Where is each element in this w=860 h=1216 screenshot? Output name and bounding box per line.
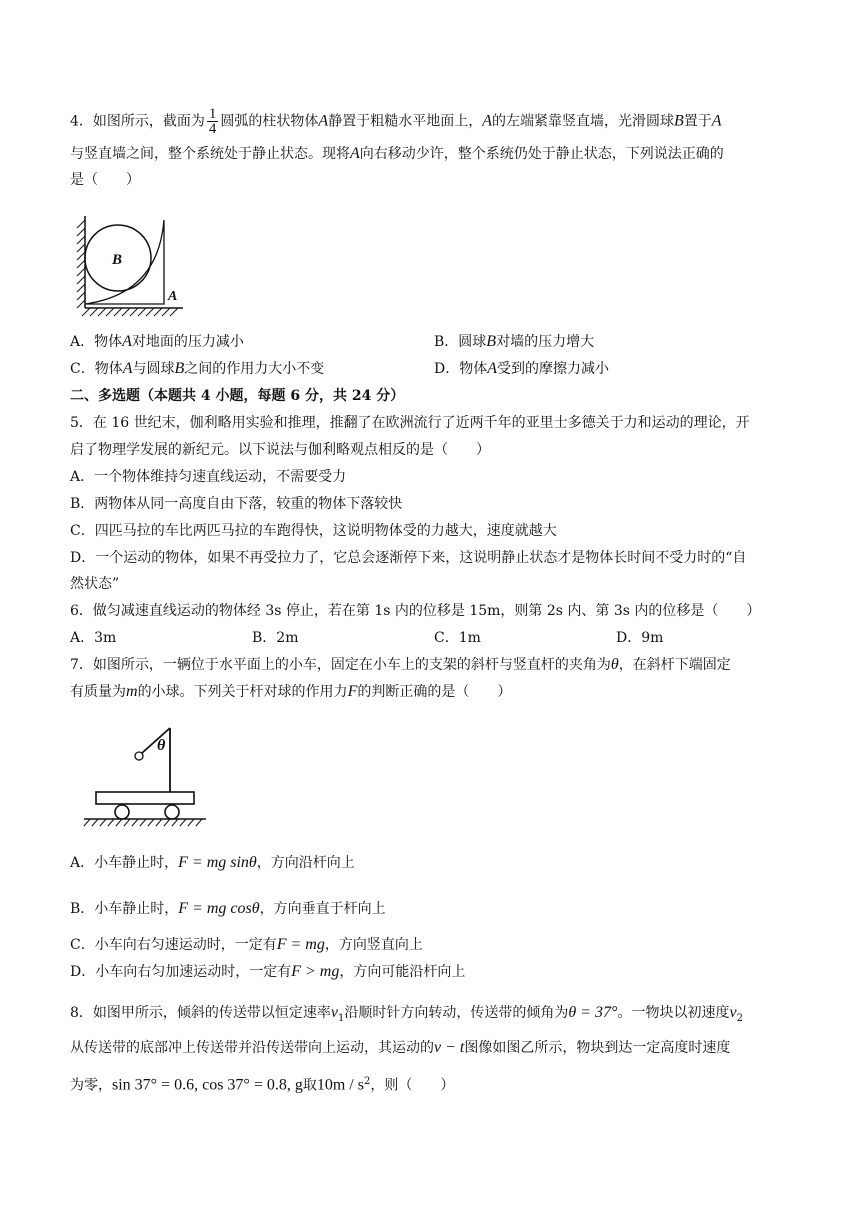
q5-line1: 5．在 16 世纪末，伽利略用实验和推理，推翻了在欧洲流行了近两千年的亚里士多德关于力和运动的理论，开 [70,415,750,431]
q7-option-a [70,853,355,873]
q4-text: C．物体 [70,361,123,377]
q7-text: C．小车向右匀速运动时，一定有 [70,937,277,953]
q4-text: 的左端紧靠竖直墙，光滑圆球 [491,113,674,130]
q5-option-a: A．一个物体维持匀速直线运动，不需要受力 [70,469,347,485]
q7-text: ，在斜杆下端固定 [618,657,731,673]
q4-figure [68,212,188,318]
q6-option-d: D．9m [616,630,664,646]
q4-text: 之间的作用力大小不变 [184,361,325,377]
q5-option-c: C．四匹马拉的车比两匹马拉的车跑得快，这说明物体受的力越大，速度就越大 [70,523,557,539]
q4-fraction [207,107,219,136]
q4-text: 与竖直墙之间，整个系统处于静止状态。现将 [70,146,350,162]
q4-text: 4．如图所示，截面为 [70,113,205,130]
q6-line1: 6．做匀减速直线运动的物体经 3s 停止，若在第 1s 内的位移是 15m，则第 2s 内、第 3s 内的位移是（ ） [70,603,761,619]
q4-line1 [70,107,722,136]
q4-text: 置于 [683,113,712,130]
q4-option-c [70,359,324,379]
q8-text: 8．如图甲所示，倾斜的传送带以恒定速率 [70,1005,331,1021]
q7-fig-theta: θ [157,737,166,754]
q8-math-vt: v − t [434,1039,465,1056]
q4-frac-den: 4 [208,121,217,137]
q4-text: A．物体 [70,334,123,350]
q7-line2 [70,682,511,702]
q4-line3: 是（ ） [70,172,140,188]
q7-line1 [70,655,731,675]
q4-var-b: B [486,333,497,350]
q4-text: 受到的摩擦力减小 [497,361,610,377]
section-heading: 二、多选题（本题共 4 小题，每题 6 分，共 24 分） [70,388,405,404]
q7-option-d [70,962,465,982]
q8-text: 沿顺时针方向转动，传送带的倾角为 [344,1005,569,1021]
q4-var-b: B [673,112,684,130]
q8-sub-2: 2 [736,1012,743,1024]
q6-option-a: A．3m [70,630,117,646]
q7-text: ，方向沿杆向上 [256,855,355,871]
q7-text: 7．如图所示，一辆位于水平面上的小车，固定在小车上的支架的斜杆与竖直杆的夹角为 [70,657,611,673]
q4-option-a [70,332,244,352]
q7-text: D．小车向右匀加速运动时，一定有 [70,964,292,980]
q4-option-b [434,332,594,352]
q8-text: 为零， [70,1077,112,1094]
q4-var-a: A [122,333,132,350]
q4-var-a: A [122,360,133,377]
q5-line2: 启了物理学发展的新纪元。以下说法与伽利略观点相反的是（ ） [70,442,490,458]
q7-option-b [70,899,386,919]
q6-option-b: B．2m [252,630,299,646]
q8-math-angle: θ = 37° [568,1004,618,1021]
q6-option-c: C．1m [434,630,481,646]
q4-var-a: A [487,360,498,377]
q8-var-v2: v [729,1004,737,1021]
q7-var-m: m [126,683,138,700]
q4-var-a: A [711,112,722,130]
q4-text: D．物体 [434,361,488,377]
q8-text: 取 [302,1077,317,1094]
q7-option-c [70,935,423,955]
q5-option-d-line2: 然状态” [70,576,120,592]
q7-var-theta: θ [610,656,619,673]
q8-var-v1: v [330,1004,339,1021]
q7-text: B．小车静止时， [70,901,179,917]
q7-text: ，方向可能沿杆向上 [339,964,466,980]
q4-var-a: A [350,145,360,162]
q5-option-b: B．两物体从同一高度自由下落，较重的物体下落较快 [70,496,403,512]
q8-sup-2: 2 [363,1076,371,1087]
q4-frac-num: 1 [208,106,217,122]
q4-fig-label-a: A [168,289,178,304]
q4-var-a: A [318,112,329,130]
q7-math: F = mg [276,936,325,953]
q8-text: 从传送带的底部冲上传送带并沿传送带向上运动，其运动的 [70,1040,434,1056]
q7-text: ，方向垂直于杆向上 [259,901,386,917]
q7-text: A．小车静止时， [70,855,179,871]
q7-text: ，方向竖直向上 [324,937,423,953]
q4-var-b: B [174,360,185,377]
q4-var-a: A [482,112,492,130]
q4-text: 向右移动少许，整个系统仍处于静止状态，下列说法正确的 [359,146,724,162]
q8-text: ，则（ ） [370,1077,455,1094]
q4-text: 对墙的压力增大 [496,334,595,350]
q7-text: 的判断正确的是（ ） [357,684,512,700]
q4-fig-label-b: B [112,252,123,268]
q7-math: F > mg [291,963,340,980]
q4-text: 与圆球 [132,361,175,377]
q8-line1 [70,1003,743,1029]
q8-line3 [70,1072,454,1096]
q8-line2 [70,1038,730,1058]
q8-text: 图像如图乙所示，物块到达一定高度时速度 [464,1040,731,1056]
q7-text: 的小球。下列关于杆对球的作用力 [137,684,348,700]
q7-figure [80,718,212,828]
q4-text: 静置于粗糙水平地面上， [328,113,483,130]
q8-sub-1: 1 [338,1012,345,1024]
q4-text: 对地面的压力减小 [131,334,244,350]
q7-text: 有质量为 [70,684,126,700]
q7-var-f: F [347,683,358,700]
q7-math: F = mg cosθ [178,900,260,917]
q8-math-trig: sin 37° = 0.6, cos 37° = 0.8, g [112,1076,303,1094]
q5-option-d-line1: D．一个运动的物体，如果不再受拉力了，它总会逐渐停下来，这说明静止状态才是物体长时间不受力时的“自 [70,550,747,566]
q7-math: F = mg sinθ [178,854,257,871]
q8-text: 。一物块以初速度 [617,1005,730,1021]
q4-text: 圆弧的柱状物体 [220,113,319,130]
q4-option-d [434,359,609,379]
q8-math-units: 10m / s [316,1076,364,1094]
q4-line2 [70,144,724,164]
q4-text: B．圆球 [434,334,487,350]
